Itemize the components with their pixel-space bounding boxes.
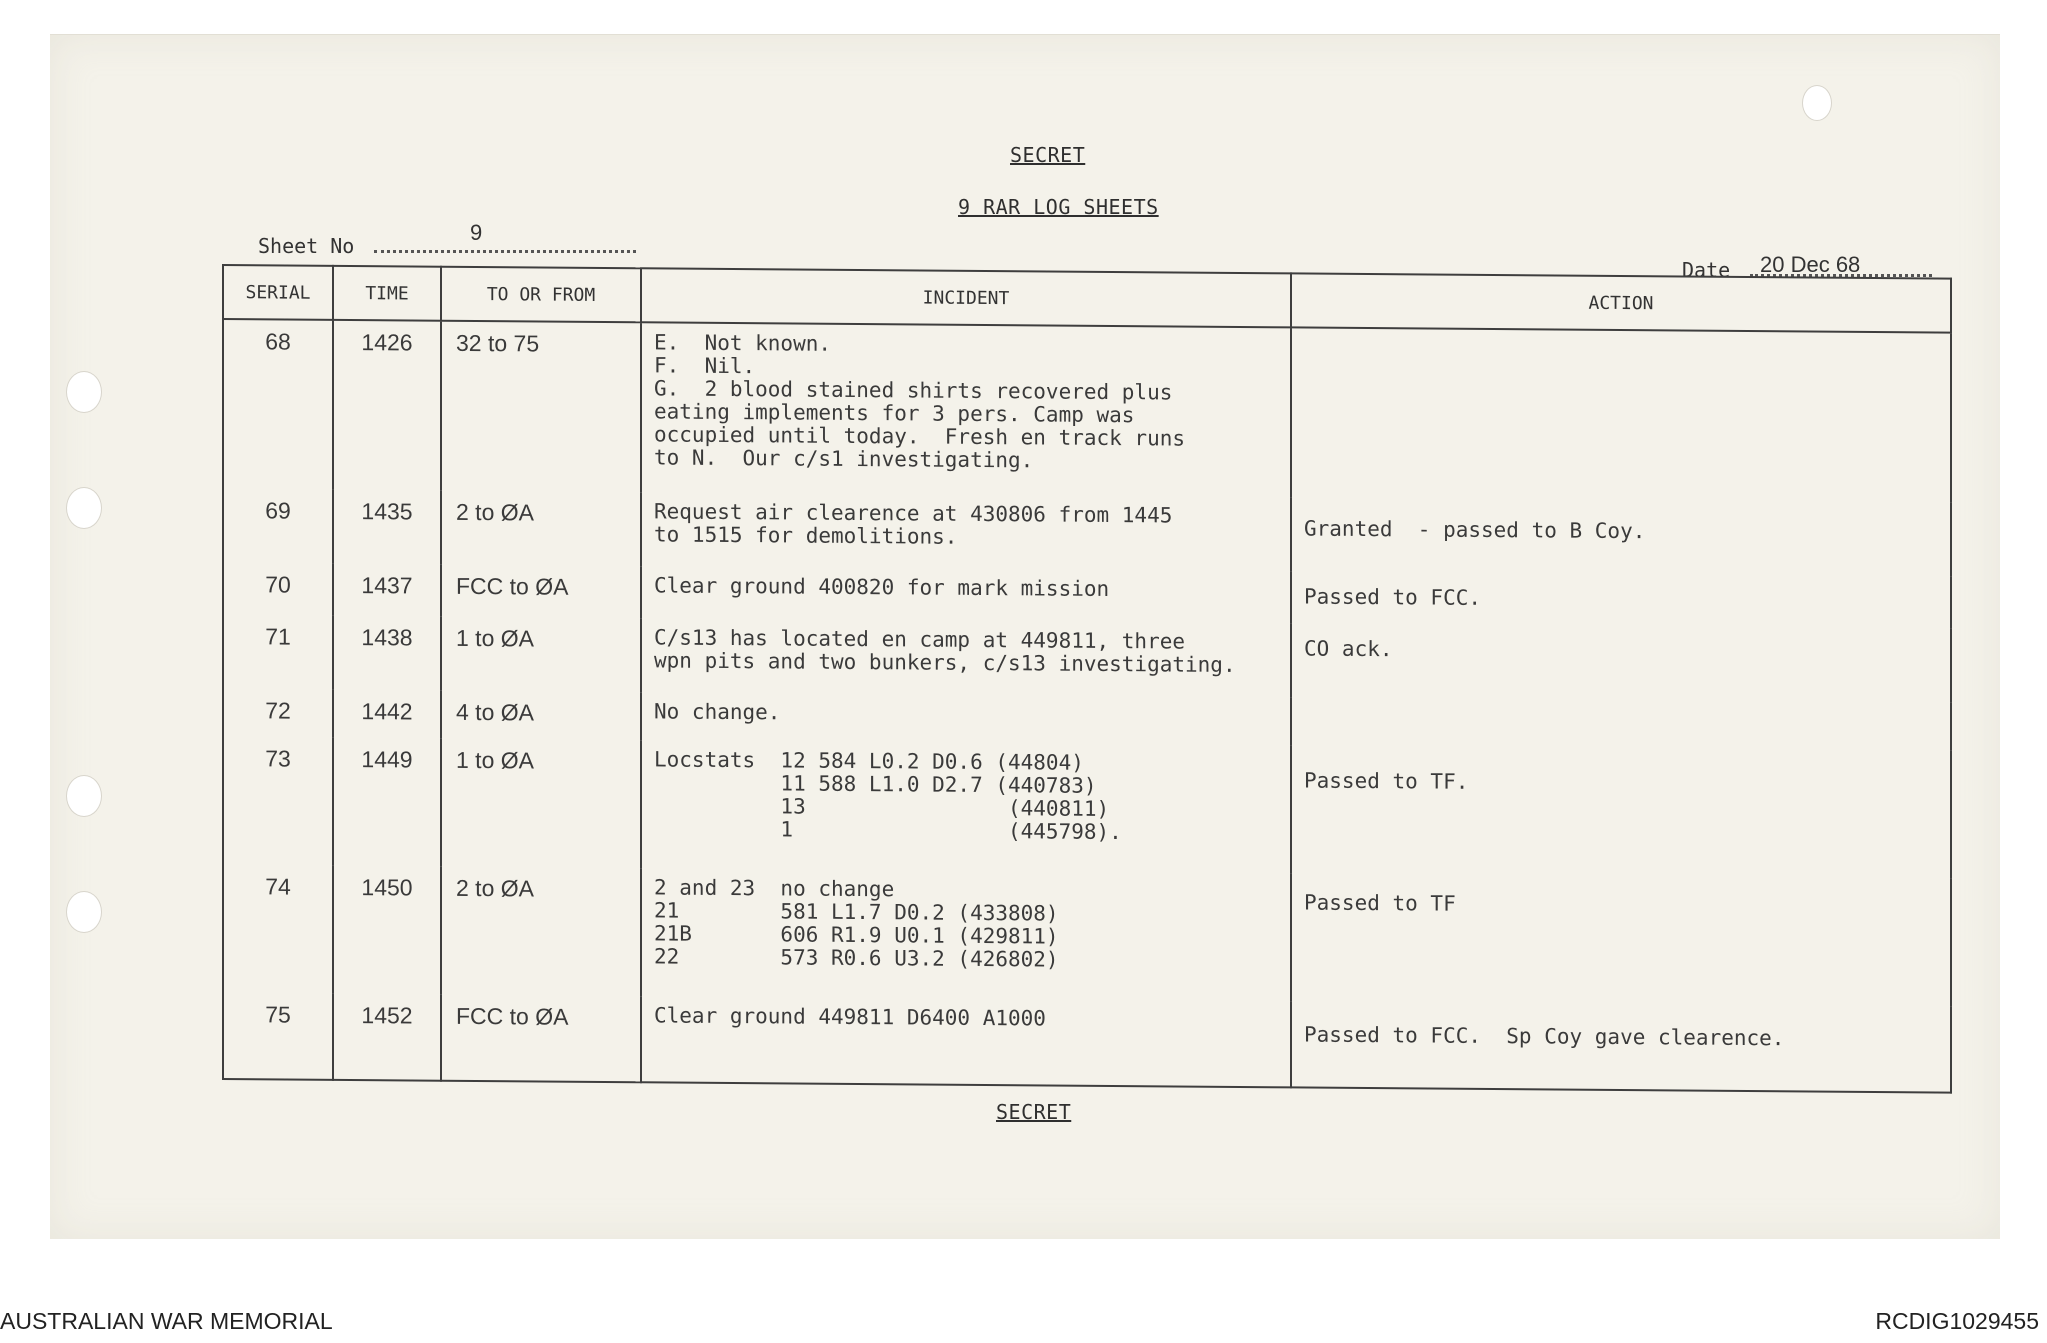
time-cell: 1435 (333, 490, 441, 565)
column-header-action: ACTION (1291, 273, 1951, 332)
serial-cell: 72 (223, 689, 333, 738)
to-from-cell: 1 to ØA (441, 739, 641, 869)
time-cell: 1449 (333, 738, 441, 867)
time-cell: 1450 (333, 866, 441, 995)
to-from-cell: 4 to ØA (441, 691, 641, 741)
incident-cell: No change. (641, 692, 1291, 745)
sheet-number-field (258, 234, 636, 258)
classification-top: SECRET (1010, 143, 1086, 167)
punch-hole (66, 371, 102, 413)
table-row (223, 319, 1951, 503)
table-row (223, 865, 1951, 1007)
to-from-cell: FCC to ØA (441, 565, 641, 619)
table-row (223, 993, 1951, 1093)
to-from-cell: FCC to ØA (441, 995, 641, 1083)
serial-cell: 68 (223, 319, 333, 490)
punch-hole (66, 487, 102, 529)
incident-cell: 2 and 23 no change 21 581 L1.7 D0.2 (433808) 21B 606 R1.9 U0.1 (429811) 22 573 R0.6 U3.2 (426802) (641, 868, 1291, 1001)
action-cell: CO ack. (1291, 623, 1951, 702)
column-header-incident: INCIDENT (641, 268, 1291, 327)
column-header-time: TIME (333, 266, 441, 321)
serial-cell: 70 (223, 563, 333, 616)
table-row (223, 489, 1951, 577)
serial-cell: 73 (223, 737, 333, 866)
incident-cell: C/s13 has located en camp at 449811, three wpn pits and two bunkers, c/s13 investigating. (641, 618, 1291, 697)
table-row (223, 737, 1951, 879)
time-cell: 1437 (333, 564, 441, 617)
log-table (222, 264, 1952, 1094)
date-value: 20 Dec 68 (1760, 252, 1861, 277)
sheet-number-dotted-line (374, 250, 636, 253)
punch-hole (66, 891, 102, 933)
time-cell: 1426 (333, 320, 441, 491)
to-from-cell: 2 to ØA (441, 491, 641, 567)
serial-cell: 74 (223, 865, 333, 994)
sheet-number-value: 9 (470, 220, 483, 245)
to-from-cell: 2 to ØA (441, 867, 641, 997)
to-from-cell: 1 to ØA (441, 617, 641, 693)
action-cell (1291, 697, 1951, 750)
incident-cell: Locstats 12 584 L0.2 D0.6 (44804) 11 588 L1.0 D2.7 (440783) 13 (440811) 1 (445798). (641, 740, 1291, 873)
column-header-to-or-from: TO OR FROM (441, 267, 641, 323)
serial-cell: 71 (223, 615, 333, 690)
page-title: 9 RAR LOG SHEETS (958, 195, 1159, 219)
time-cell: 1438 (333, 616, 441, 691)
time-cell: 1452 (333, 994, 441, 1081)
action-cell: Granted - passed to B Coy. (1291, 497, 1951, 576)
incident-cell: Request air clearence at 430806 from 1445 to 1515 for demolitions. (641, 492, 1291, 571)
table-row (223, 615, 1951, 703)
classification-bottom: SECRET (996, 1100, 1072, 1124)
punch-hole (66, 775, 102, 817)
time-cell: 1442 (333, 690, 441, 739)
serial-cell: 69 (223, 489, 333, 564)
footer-source: AUSTRALIAN WAR MEMORIAL (0, 1308, 333, 1334)
column-header-serial: SERIAL (223, 265, 333, 320)
action-cell (1291, 327, 1951, 502)
incident-cell: Clear ground 449811 D6400 A1000 (641, 996, 1291, 1087)
incident-cell: Clear ground 400820 for mark mission (641, 566, 1291, 623)
punch-hole (1802, 85, 1832, 121)
action-cell: Passed to FCC. Sp Coy gave clearence. (1291, 1001, 1951, 1092)
action-cell: Passed to TF (1291, 873, 1951, 1006)
incident-cell: E. Not known. F. Nil. G. 2 blood stained shirts recovered plus eating implements for 3 pers. Camp was occupied until today. Fresh en track runs to N. Our c/s1 investigating. (641, 322, 1291, 497)
action-cell: Passed to FCC. (1291, 571, 1951, 628)
date-label: Date (1682, 258, 1731, 282)
footer-record-id: RCDIG1029455 (1875, 1308, 2039, 1334)
sheet-number-label: Sheet No (258, 234, 355, 258)
serial-cell: 75 (223, 993, 333, 1080)
to-from-cell: 32 to 75 (441, 321, 641, 493)
action-cell: Passed to TF. (1291, 745, 1951, 878)
